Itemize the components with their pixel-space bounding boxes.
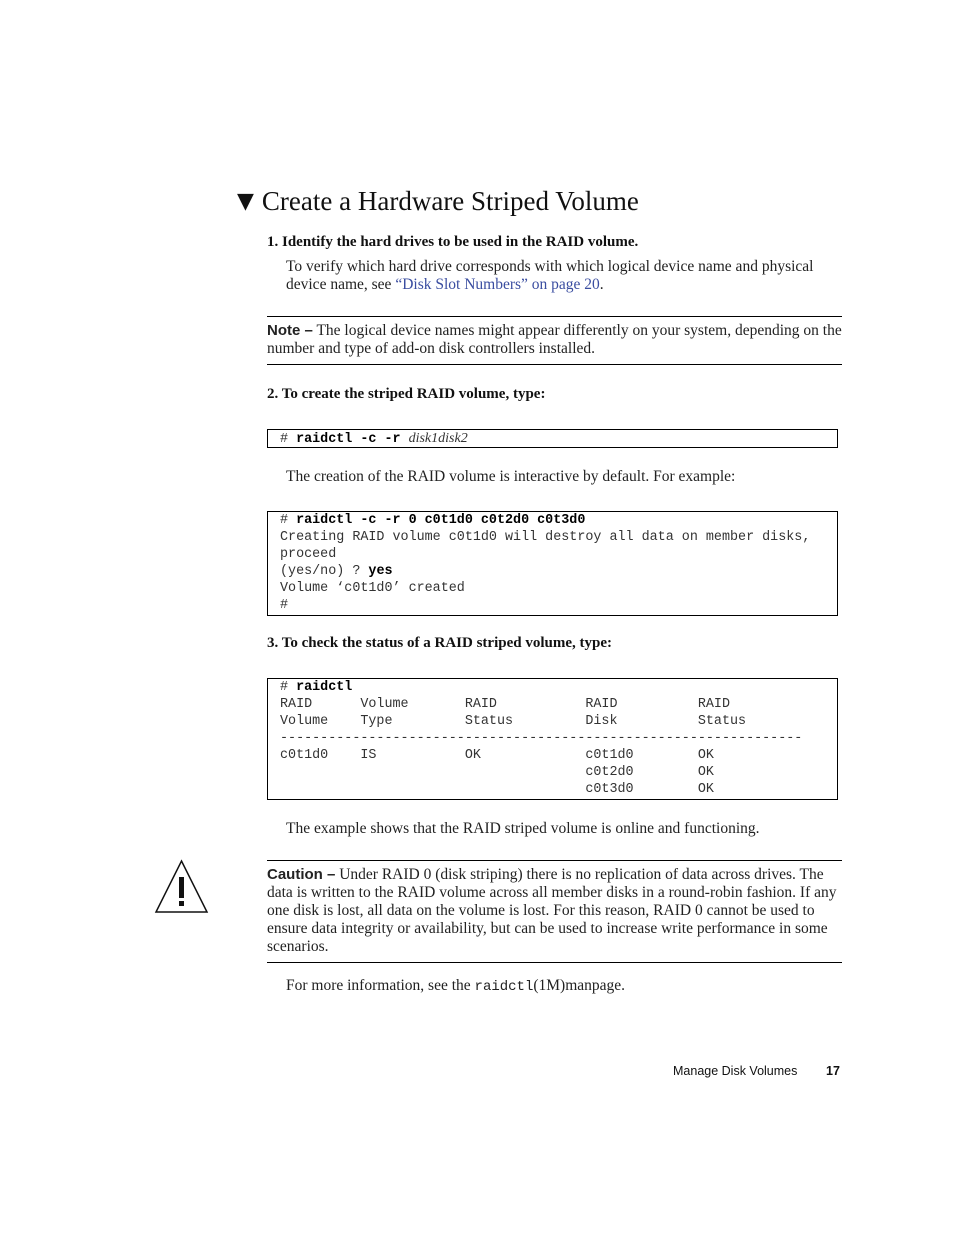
create-example (268, 512, 837, 614)
more-info-text: For more information, see the (286, 977, 475, 994)
page-number (826, 1064, 840, 1078)
command-argument: disk1disk2 (408, 431, 468, 446)
example-line: # (280, 598, 289, 613)
status-command: raidctl (296, 680, 353, 695)
note-text: The logical device names might appear differently on your system, depending on the number and type of add-on disk controllers installed. (267, 322, 842, 357)
disk-slot-numbers-link[interactable]: “Disk Slot Numbers” on page 20 (395, 276, 600, 293)
prompt: # (280, 513, 297, 528)
more-info-paragraph (286, 977, 625, 996)
table-separator: ----------------------------------------------------------------- (280, 731, 803, 746)
section-title: Create a Hardware Striped Volume (261, 186, 639, 216)
create-command (268, 430, 837, 448)
note (267, 322, 842, 358)
example-line: (yes/no) ? (280, 564, 369, 579)
create-example-box (267, 511, 838, 616)
step-1: 1. Identify the hard drives to be used in the RAID volume. (267, 234, 639, 250)
note-label: Note – (267, 322, 313, 339)
prompt: # (280, 680, 297, 695)
warning-triangle-icon (154, 859, 209, 915)
note-top-rule (267, 316, 842, 317)
step-3: 3. To check the status of a RAID striped volume, type: (267, 635, 612, 651)
example-line: Volume ‘c0t1d0’ created (280, 581, 465, 596)
table-header: Volume Type Status Disk Status (280, 714, 747, 729)
note-bottom-rule (267, 364, 842, 365)
step-1-period: . (599, 276, 604, 293)
example-line: Creating RAID volume c0t1d0 will destroy all data on member disks, (280, 530, 811, 545)
status-paragraph: The example shows that the RAID striped volume is online and functioning. (286, 820, 760, 837)
table-header: RAID Volume RAID RAID RAID (280, 697, 730, 712)
caution (267, 866, 842, 956)
status-example (268, 679, 837, 798)
step-1-text: To verify which hard drive corresponds with which logical device name and physical device name, see (286, 258, 814, 293)
caution-text: Under RAID 0 (disk striping) there is no replication of data across drives. The data is written to the RAID volume across all member disks in a round-robin fashion. If any one disk is lost, all data on the volume is lost. For this reason, RAID 0 cannot be used to ensure data integrity or availability, but can be used to increase write performance in some scenarios. (267, 866, 837, 955)
caution-label: Caution – (267, 866, 336, 883)
down-triangle-icon: ▼ (237, 189, 254, 214)
table-row: c0t2d0 OK (280, 765, 714, 780)
command-text: raidctl -c -r (296, 432, 401, 447)
step-2: 2. To create the striped RAID volume, type: (267, 386, 546, 402)
caution-bottom-rule (267, 962, 842, 963)
section-heading (237, 186, 639, 217)
manpage-name: raidctl (474, 979, 534, 995)
table-row: c0t3d0 OK (280, 782, 714, 797)
example-line: proceed (280, 547, 337, 562)
more-info-suffix: (1M)manpage. (533, 977, 626, 994)
create-command-box (267, 429, 838, 448)
page-number-text: 17 (826, 1064, 840, 1078)
status-example-box (267, 678, 838, 800)
step-1-paragraph (286, 258, 826, 294)
caution-top-rule (267, 860, 842, 861)
example-command: raidctl -c -r 0 c0t1d0 c0t2d0 c0t3d0 (296, 513, 586, 528)
footer-section: Manage Disk Volumes (673, 1064, 798, 1078)
table-row: c0t1d0 IS OK c0t1d0 OK (280, 748, 714, 763)
prompt: # (280, 432, 297, 447)
example-answer: yes (368, 564, 393, 579)
interactive-paragraph: The creation of the RAID volume is interactive by default. For example: (286, 468, 736, 485)
